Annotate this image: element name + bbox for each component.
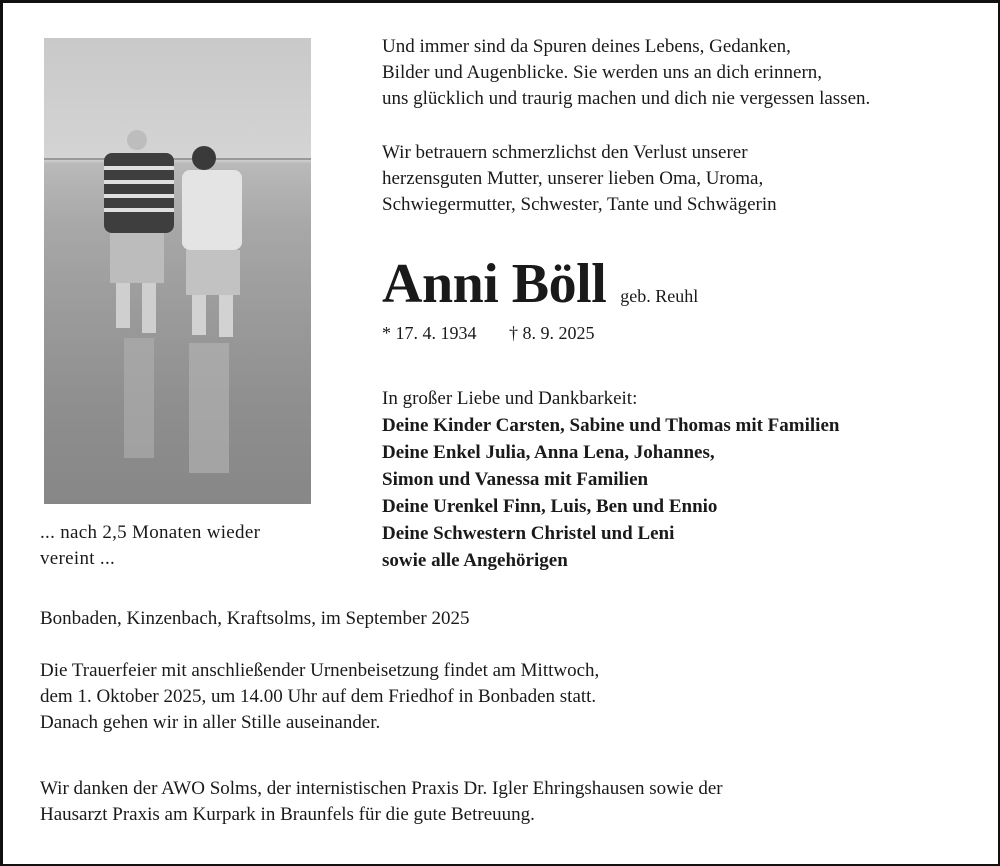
service-line: dem 1. Oktober 2025, um 14.00 Uhr auf dem Friedhof in Bonbaden statt.: [40, 686, 597, 707]
birth-date: * 17. 4. 1934: [382, 323, 477, 343]
couple-silhouette: [44, 38, 311, 504]
service-info: [40, 658, 980, 736]
poem-line: Und immer sind da Spuren deines Lebens, Gedanken,: [382, 36, 791, 57]
family-line: Deine Enkel Julia, Anna Lena, Johannes,: [382, 442, 715, 463]
poem-line: Bilder und Augenblicke. Sie werden uns an dich erinnern,: [382, 62, 823, 83]
family-line: sowie alle Angehörigen: [382, 550, 568, 571]
caption-line: vereint ...: [40, 548, 116, 569]
mourning-text: [382, 140, 982, 218]
caption-line: ... nach 2,5 Monaten wieder: [40, 522, 261, 543]
service-line: Die Trauerfeier mit anschließender Urnenbeisetzung findet am Mittwoch,: [40, 660, 600, 681]
family-line: Simon und Vanessa mit Familien: [382, 469, 649, 490]
family-list: [382, 412, 982, 574]
photo-caption: [40, 520, 340, 572]
deceased-name: Anni Böll: [382, 253, 607, 315]
couple-photo: [44, 38, 311, 504]
service-line: Danach gehen wir in aller Stille auseinander.: [40, 712, 381, 733]
family-line: Deine Urenkel Finn, Luis, Ben und Ennio: [382, 496, 718, 517]
mourning-line: Wir betrauern schmerzlichst den Verlust unserer: [382, 142, 748, 163]
maiden-name: geb. Reuhl: [620, 286, 699, 306]
poem-line: uns glücklich und traurig machen und dich nie vergessen lassen.: [382, 88, 871, 109]
mourning-line: Schwiegermutter, Schwester, Tante und Schwägerin: [382, 194, 777, 215]
poem: [382, 34, 982, 112]
mourning-line: herzensguten Mutter, unserer lieben Oma, Uroma,: [382, 168, 764, 189]
thanks-line: Wir danken der AWO Solms, der internistischen Praxis Dr. Igler Ehringshausen sowie der: [40, 778, 723, 799]
death-date: † 8. 9. 2025: [509, 323, 595, 343]
deceased-name-row: [382, 252, 698, 316]
family-line: Deine Schwestern Christel und Leni: [382, 523, 675, 544]
family-line: Deine Kinder Carsten, Sabine und Thomas mit Familien: [382, 415, 840, 436]
place-date: Bonbaden, Kinzenbach, Kraftsolms, im September 2025: [40, 608, 470, 629]
love-line: In großer Liebe und Dankbarkeit:: [382, 388, 638, 409]
thanks-text: [40, 776, 980, 828]
thanks-line: Hausarzt Praxis am Kurpark in Braunfels für die gute Betreuung.: [40, 804, 535, 825]
life-dates: [382, 323, 623, 344]
